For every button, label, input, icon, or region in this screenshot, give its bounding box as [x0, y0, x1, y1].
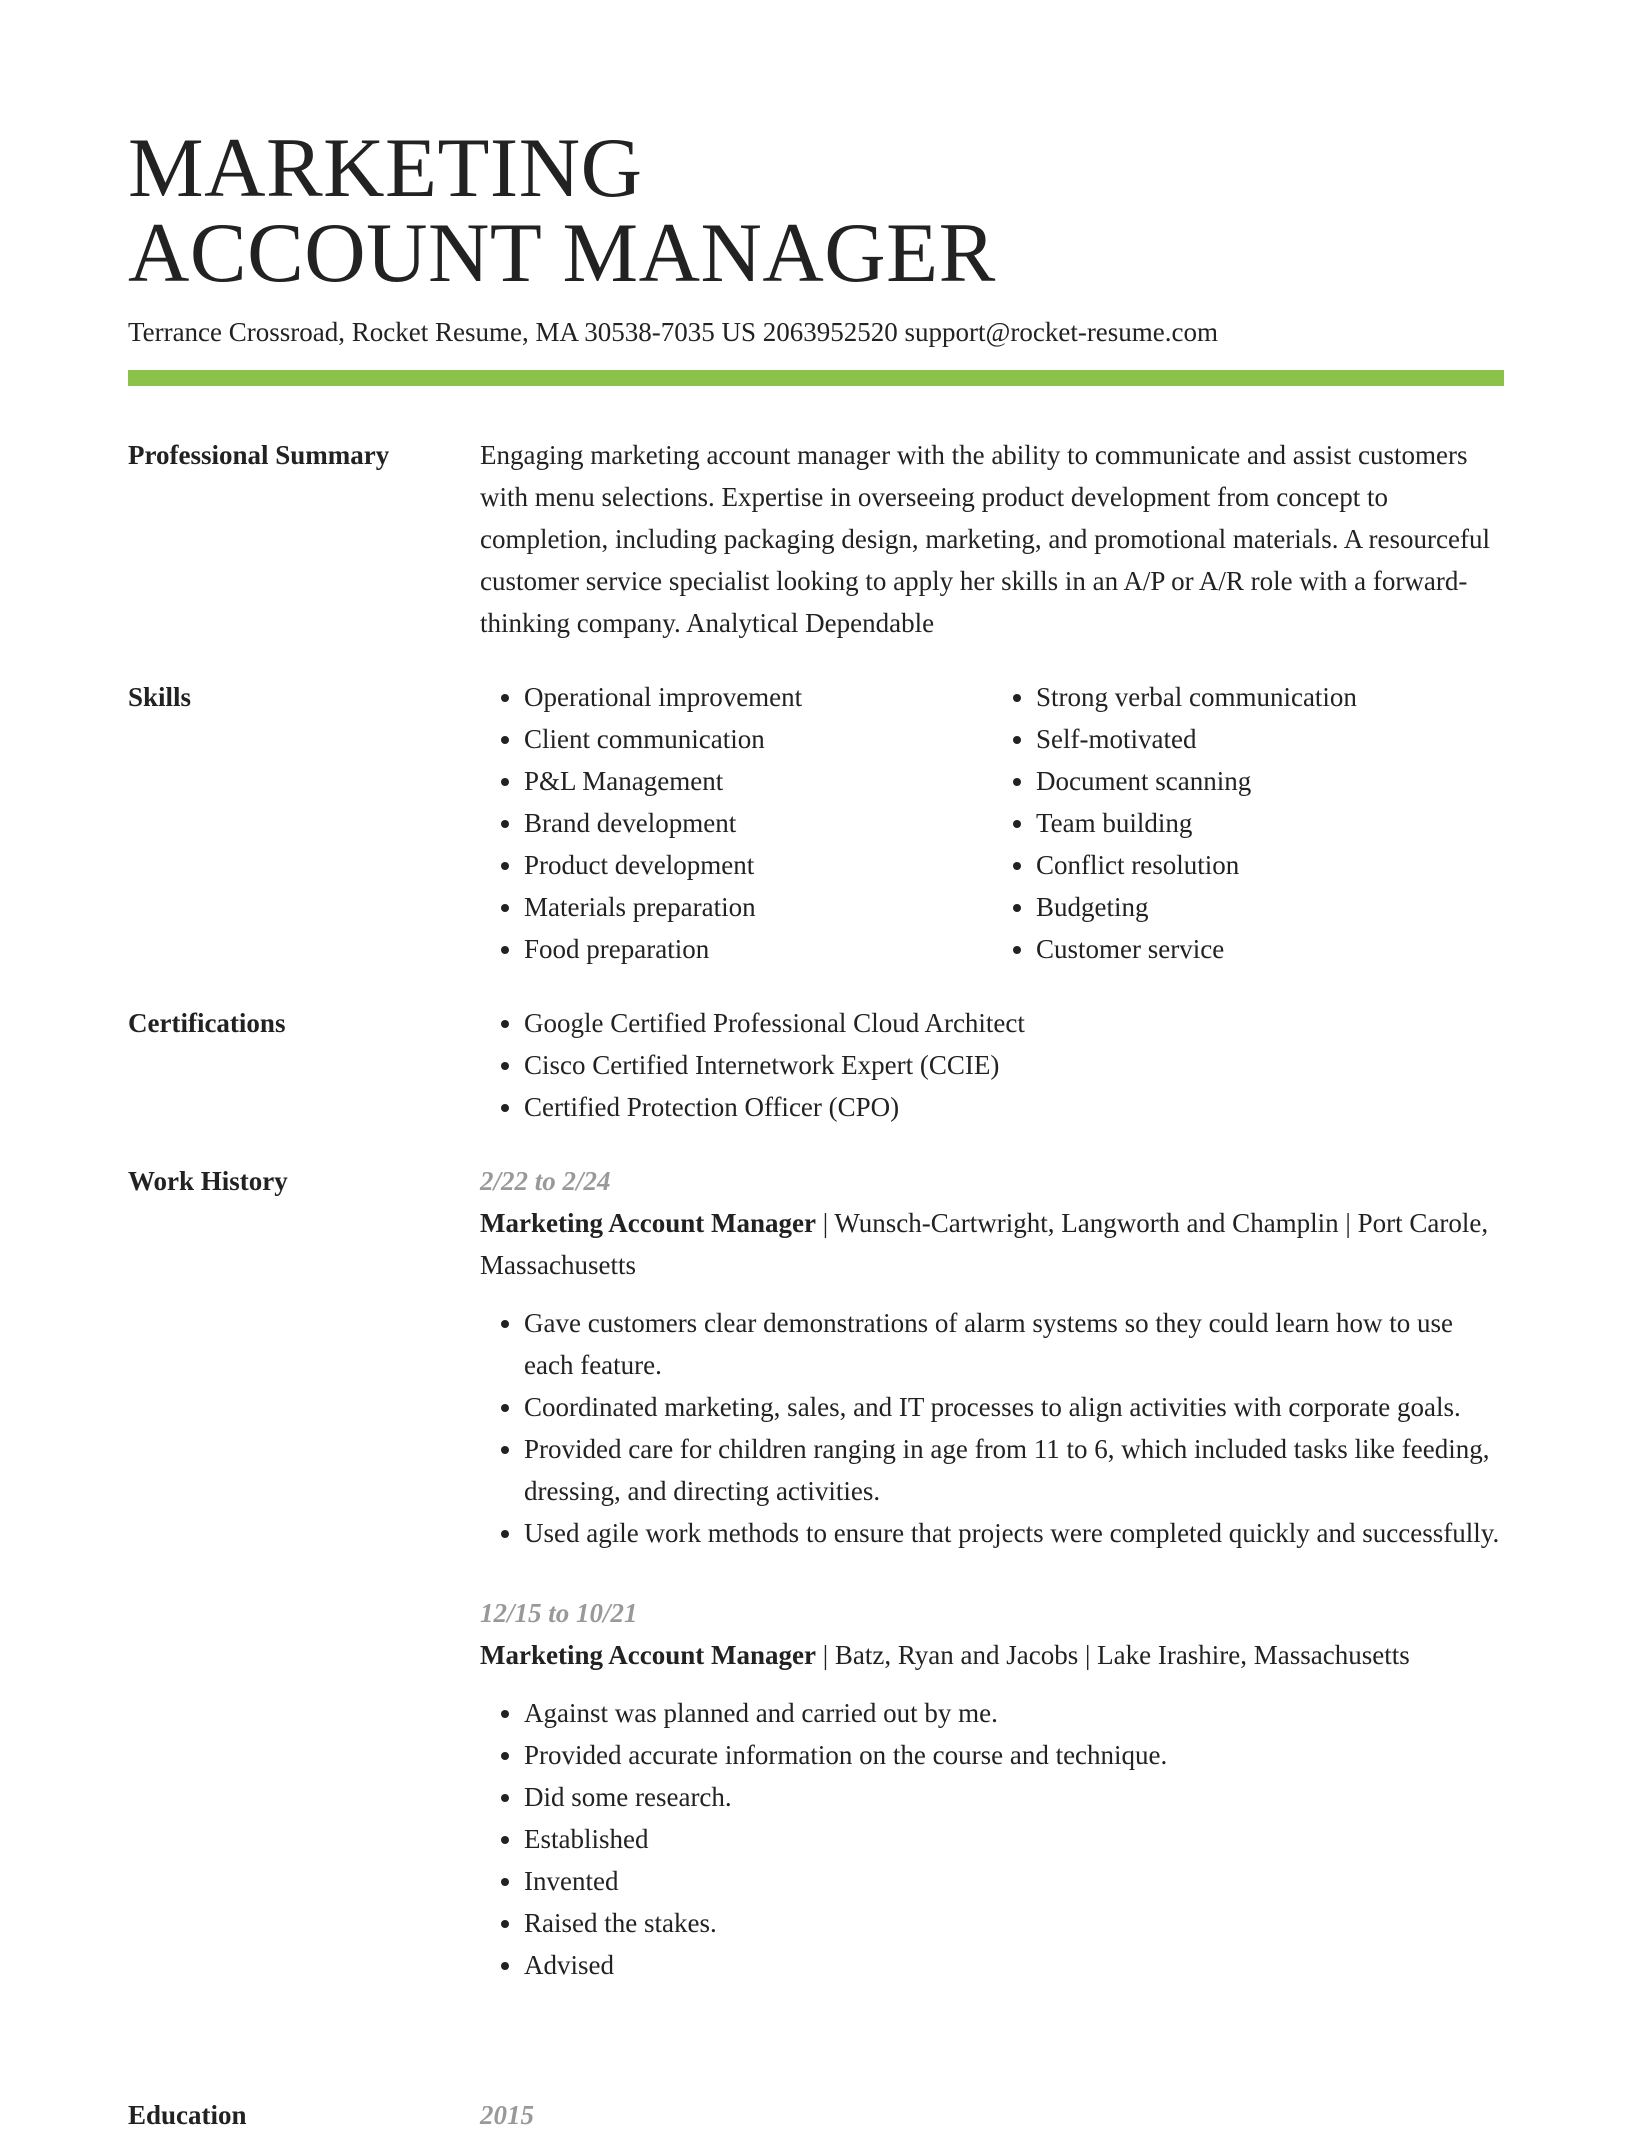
- skill-item: • Team building: [1036, 802, 1504, 844]
- skill-item: • Food preparation: [524, 928, 992, 970]
- job-title: Marketing Account Manager: [480, 1640, 816, 1670]
- job-details: | Wunsch-Cartwright, Langworth and Champlin | Port Carole, Massachusetts: [480, 1208, 1489, 1280]
- certifications-list: [480, 1002, 1504, 1128]
- job-header: [480, 1202, 1504, 1286]
- skill-item: • Document scanning: [1036, 760, 1504, 802]
- skills-label: Skills: [128, 682, 192, 712]
- job-bullets: [480, 1302, 1504, 1554]
- skill-item: • Conflict resolution: [1036, 844, 1504, 886]
- work-history-body: [480, 1160, 1504, 2024]
- job-entry: [480, 1592, 1504, 1986]
- title-line-2: ACCOUNT MANAGER: [128, 206, 996, 300]
- skills-body: [480, 676, 1504, 970]
- job-title: Marketing Account Manager: [480, 1208, 816, 1238]
- job-bullet: • Against was planned and carried out by me.: [524, 1692, 1504, 1734]
- job-details: | Batz, Ryan and Jacobs | Lake Irashire, Massachusetts: [815, 1640, 1410, 1670]
- skill-item: • Product development: [524, 844, 992, 886]
- education-body: [480, 2094, 1504, 2136]
- certifications-label: Certifications: [128, 1008, 286, 1038]
- job-date: 2/22 to 2/24: [480, 1166, 611, 1196]
- job-bullet: • Coordinated marketing, sales, and IT processes to align activities with corporate goals.: [524, 1386, 1504, 1428]
- skill-item: • Client communication: [524, 718, 992, 760]
- summary-text: Engaging marketing account manager with the ability to communicate and assist customers with menu selections. Expertise in overseeing product development from concept to completion, including packaging design, marketing, and promotional materials. A resourceful customer service specialist looking to apply her skills in an A/P or A/R role with a forward-thinking company. Analytical Dependable: [480, 440, 1490, 638]
- education-date: 2015: [480, 2100, 534, 2130]
- certification-item: • Certified Protection Officer (CPO): [524, 1086, 1504, 1128]
- skill-item: • Strong verbal communication: [1036, 676, 1504, 718]
- job-bullet: • Advised: [524, 1944, 1504, 1986]
- job-bullet: • Raised the stakes.: [524, 1902, 1504, 1944]
- certifications-body: [480, 1002, 1504, 1128]
- skills-column-1: [480, 676, 992, 970]
- job-bullet: • Gave customers clear demonstrations of alarm systems so they could learn how to use each feature.: [524, 1302, 1504, 1386]
- job-bullet: • Did some research.: [524, 1776, 1504, 1818]
- skills-column-2: [992, 676, 1504, 970]
- job-header: [480, 1634, 1504, 1676]
- skill-item: • Budgeting: [1036, 886, 1504, 928]
- job-date: 12/15 to 10/21: [480, 1598, 638, 1628]
- resume-title: [128, 121, 996, 300]
- skill-item: • Operational improvement: [524, 676, 992, 718]
- skill-item: • Brand development: [524, 802, 992, 844]
- job-bullet: • Provided accurate information on the course and technique.: [524, 1734, 1504, 1776]
- skill-item: • Customer service: [1036, 928, 1504, 970]
- certification-item: • Google Certified Professional Cloud Architect: [524, 1002, 1504, 1044]
- certification-item: • Cisco Certified Internetwork Expert (CCIE): [524, 1044, 1504, 1086]
- skill-item: • Self-motivated: [1036, 718, 1504, 760]
- job-bullet: • Provided care for children ranging in age from 11 to 6, which included tasks like feeding, dressing, and directing activities.: [524, 1428, 1504, 1512]
- skill-item: • Materials preparation: [524, 886, 992, 928]
- work-history-label: Work History: [128, 1166, 288, 1196]
- job-bullets: [480, 1692, 1504, 1986]
- job-bullet: • Used agile work methods to ensure that projects were completed quickly and successfully.: [524, 1512, 1504, 1554]
- title-line-1: MARKETING: [128, 121, 643, 215]
- contact-line: Terrance Crossroad, Rocket Resume, MA 30538-7035 US 2063952520 support@rocket-resume.com: [128, 317, 1219, 347]
- job-bullet: • Invented: [524, 1860, 1504, 1902]
- summary-body: [480, 434, 1504, 644]
- summary-label: Professional Summary: [128, 440, 390, 470]
- job-bullet: • Established: [524, 1818, 1504, 1860]
- job-entry: [480, 1160, 1504, 1554]
- education-label: Education: [128, 2100, 247, 2130]
- accent-divider: [128, 370, 1504, 386]
- skill-item: • P&L Management: [524, 760, 992, 802]
